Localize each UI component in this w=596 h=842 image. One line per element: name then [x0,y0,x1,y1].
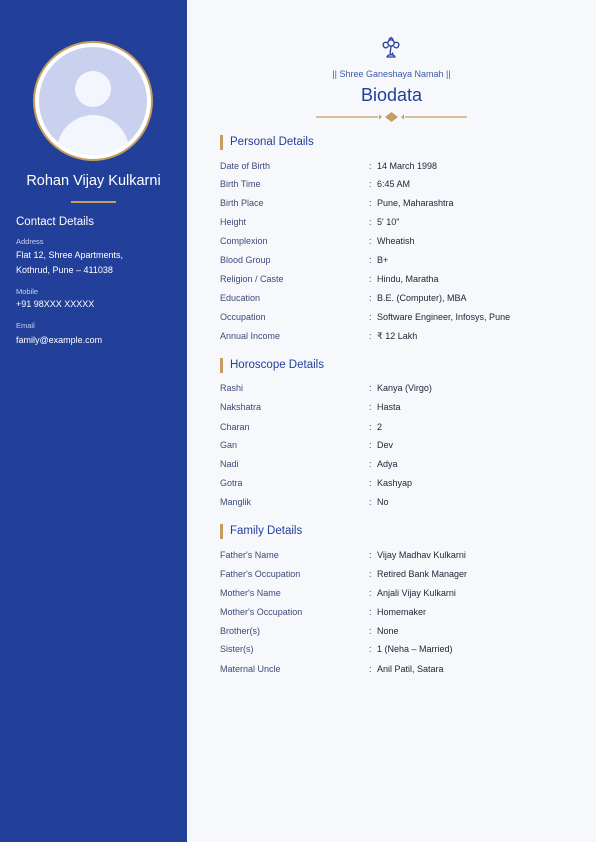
detail-key: Height [220,217,247,227]
section-title-family: Family Details [220,524,302,539]
address-label: Address [16,237,44,246]
section-title-horoscope: Horoscope Details [220,358,324,373]
profile-photo-frame [33,41,153,161]
detail-value: Homemaker [377,607,427,617]
detail-separator: : [369,607,372,617]
detail-key: Nakshatra [220,402,262,412]
detail-row [220,160,580,173]
detail-value: Vijay Madhav Kulkarni [377,550,466,560]
detail-separator: : [369,217,372,227]
detail-key: Birth Time [220,179,261,189]
detail-key: Father's Name [220,550,279,560]
detail-value: No [377,497,389,507]
detail-key: Gotra [220,478,243,488]
sidebar [0,0,187,842]
detail-row [220,178,580,191]
detail-separator: : [369,422,372,432]
detail-key: Date of Birth [220,161,271,171]
detail-row [220,568,580,581]
detail-value: Kanya (Virgo) [377,383,432,393]
invocation-text: || Shree Ganeshaya Namah || [332,69,451,79]
address-line-1: Flat 12, Shree Apartments, [16,250,124,260]
detail-value: Software Engineer, Infosys, Pune [377,312,511,322]
detail-row [220,330,580,343]
avatar-head [75,71,111,107]
detail-separator: : [369,459,372,469]
detail-key: Education [220,293,261,303]
section-title-personal: Personal Details [220,135,314,150]
email-label: Email [16,321,35,330]
detail-separator: : [369,331,372,341]
detail-separator: : [369,161,372,171]
detail-separator: : [369,383,372,393]
detail-row [220,292,580,305]
detail-row [220,254,580,267]
detail-row [220,311,580,324]
detail-row [220,625,580,638]
detail-key: Charan [220,422,250,432]
detail-key: Rashi [220,383,244,393]
detail-value: 14 March 1998 [377,161,438,171]
detail-value: Kashyap [377,478,413,488]
candidate-name: Rohan Vijay Kulkarni [26,173,161,189]
detail-key: Birth Place [220,198,264,208]
detail-separator: : [369,664,372,674]
detail-value: Wheatish [377,236,415,246]
detail-separator: : [369,478,372,488]
detail-value: None [377,626,399,636]
detail-separator: : [369,588,372,598]
detail-key: Annual Income [220,331,281,341]
detail-value: B.E. (Computer), MBA [377,293,467,303]
detail-key: Mother's Name [220,588,281,598]
detail-row [220,235,580,248]
detail-value: 1 (Neha – Married) [377,644,453,654]
detail-key: Father's Occupation [220,569,301,579]
detail-value: ₹ 12 Lakh [377,331,418,341]
page-title: Biodata [360,85,423,105]
detail-row [220,549,580,562]
avatar-body [57,115,129,155]
detail-row [220,421,580,434]
detail-value: 2 [377,422,383,432]
detail-row [220,401,580,414]
detail-separator: : [369,550,372,560]
detail-key: Mother's Occupation [220,607,303,617]
detail-row [220,496,580,509]
detail-value: Anil Patil, Satara [377,664,444,674]
mobile-label: Mobile [16,287,39,296]
detail-separator: : [369,402,372,412]
detail-key: Occupation [220,312,266,322]
detail-value: Adya [377,459,398,469]
email-value: family@example.com [16,335,103,345]
detail-value: Anjali Vijay Kulkarni [377,588,456,598]
detail-separator: : [369,236,372,246]
contact-details-title: Contact Details [16,216,94,228]
detail-row [220,663,580,676]
detail-separator: : [369,626,372,636]
profile-placeholder-icon [39,47,147,155]
detail-row [220,643,580,656]
detail-separator: : [369,644,372,654]
detail-separator: : [369,497,372,507]
detail-row [220,197,580,210]
detail-value: 5' 10" [377,217,400,227]
detail-row [220,606,580,619]
detail-key: Sister(s) [220,644,254,654]
detail-separator: : [369,179,372,189]
diamond-ornament-icon [316,111,467,123]
detail-value: Hasta [377,402,401,412]
detail-value: Dev [377,440,394,450]
detail-row [220,439,580,452]
mobile-value: +91 98XXX XXXXX [16,299,95,309]
detail-key: Gan [220,440,238,450]
detail-separator: : [369,274,372,284]
detail-separator: : [369,312,372,322]
address-line-2: Kothrud, Pune – 411038 [16,265,113,275]
detail-row [220,273,580,286]
detail-value: Retired Bank Manager [377,569,468,579]
ganesha-emblem-icon [379,36,403,60]
detail-key: Maternal Uncle [220,664,281,674]
detail-row [220,458,580,471]
name-divider [71,201,116,203]
detail-value: 6:45 AM [377,179,411,189]
detail-value: Pune, Maharashtra [377,198,454,208]
detail-row [220,382,580,395]
detail-value: Hindu, Maratha [377,274,439,284]
detail-key: Nadi [220,459,239,469]
detail-separator: : [369,198,372,208]
detail-key: Blood Group [220,255,271,265]
detail-key: Manglik [220,497,252,507]
detail-separator: : [369,293,372,303]
detail-row [220,216,580,229]
detail-row [220,477,580,490]
detail-key: Religion / Caste [220,274,284,284]
detail-separator: : [369,440,372,450]
detail-key: Brother(s) [220,626,261,636]
detail-value: B+ [377,255,389,265]
detail-separator: : [369,569,372,579]
detail-separator: : [369,255,372,265]
detail-key: Complexion [220,236,268,246]
detail-row [220,587,580,600]
